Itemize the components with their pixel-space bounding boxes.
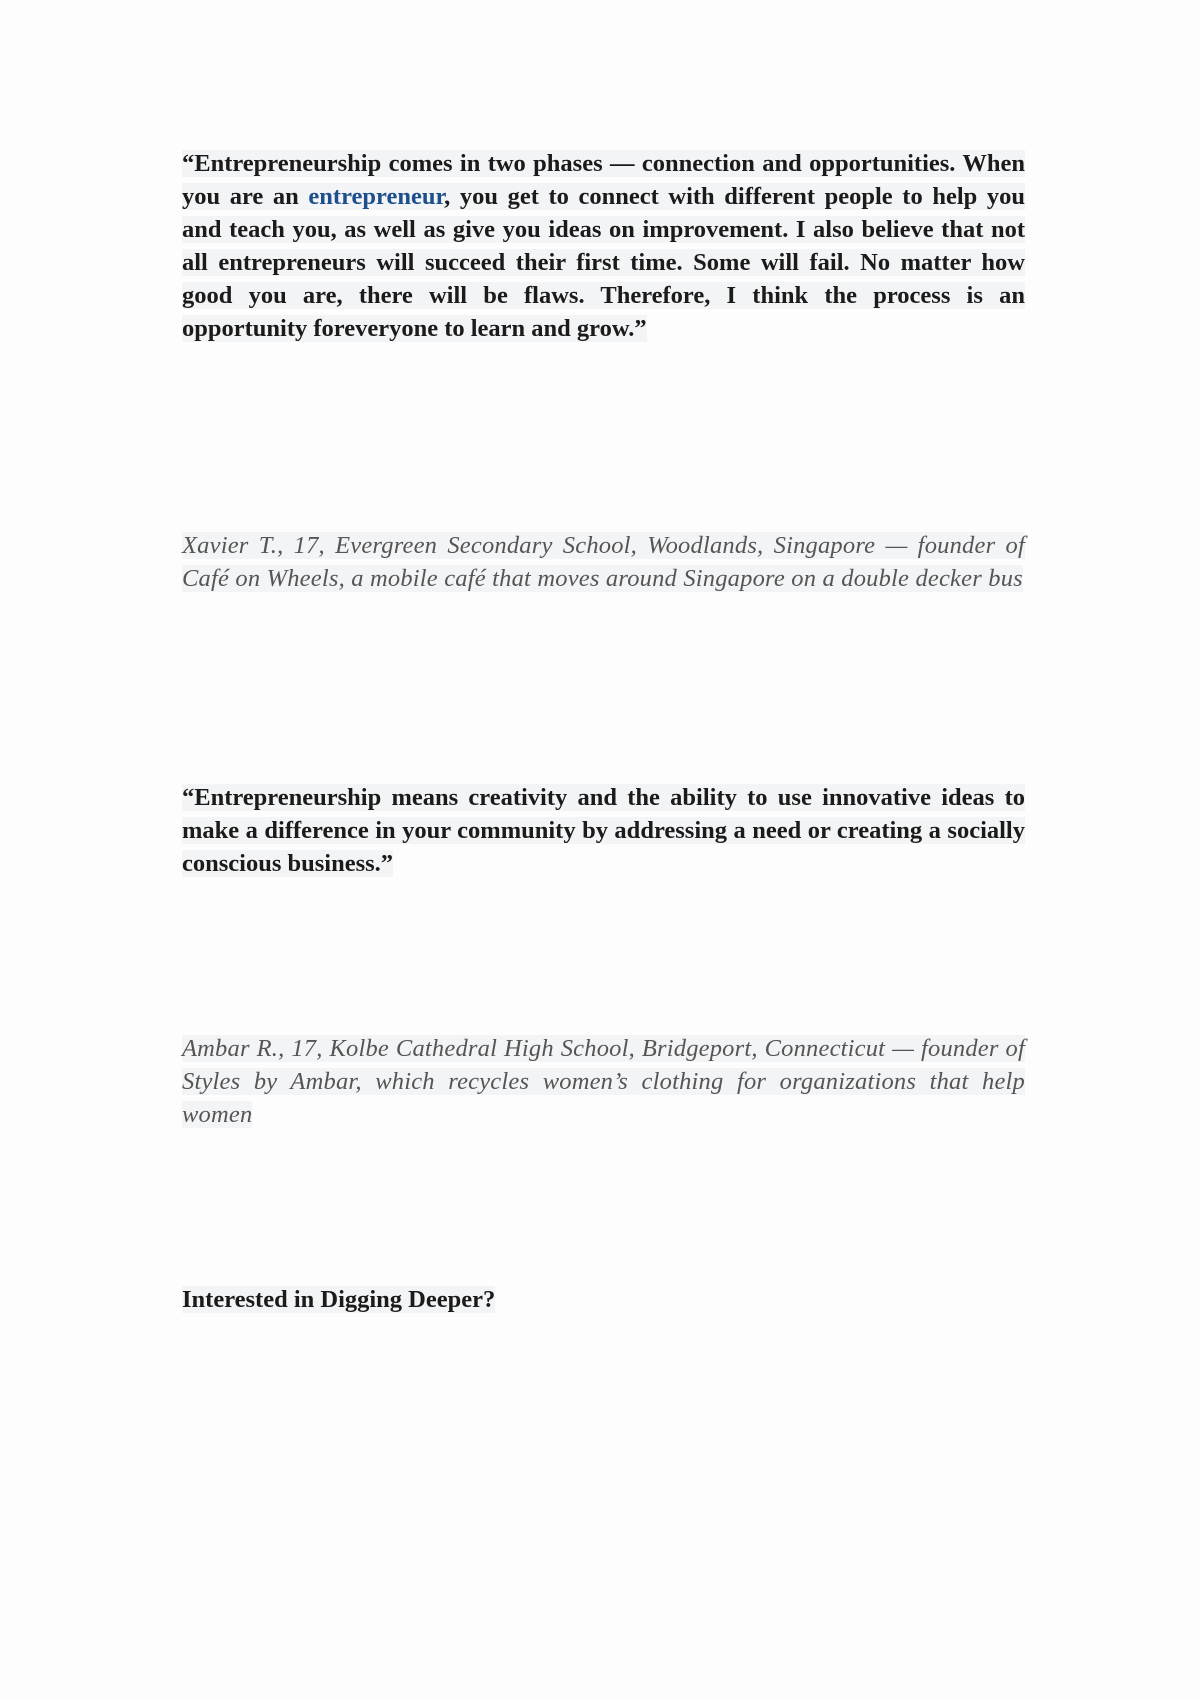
quote-1-highlight [182,150,1025,342]
quote-1-attribution-text: Xavier T., 17, Evergreen Secondary School, Woodlands, Singapore — founder of Café on Wheels, a mobile café that moves around Singapore on a double decker bus [182,532,1025,592]
quote-1 [182,147,1025,345]
section-heading-text: Interested in Digging Deeper? [182,1286,496,1313]
quote-1-attribution [182,529,1025,595]
quote-2 [182,781,1025,880]
quote-1-text-end: , you get to connect with different people to help you and teach you, as well as give you ideas on improvement. I also believe that not all entrepreneurs will succeed their first time. Some will fail. No matter how good you are, there will be flaws. Therefore, I think the process is an opportunity foreveryone to learn and grow.” [182,183,1026,342]
quote-2-attribution-text: Ambar R., 17, Kolbe Cathedral High School, Bridgeport, Connecticut — founder of Styles by Ambar, which recycles women’s clothing for organizations that help women [182,1035,1025,1128]
quote-2-text: “Entrepreneurship means creativity and the ability to use innovative ideas to make a difference in your community by addressing a need or creating a socially conscious business.” [182,784,1025,877]
section-heading [182,1283,1025,1316]
quote-2-attribution [182,1032,1025,1131]
entrepreneur-link[interactable]: entrepreneur [308,183,445,210]
quote-1-text-start: “Entrepreneurship comes in two phases — connection and opportunities. When you are an [182,150,1025,210]
